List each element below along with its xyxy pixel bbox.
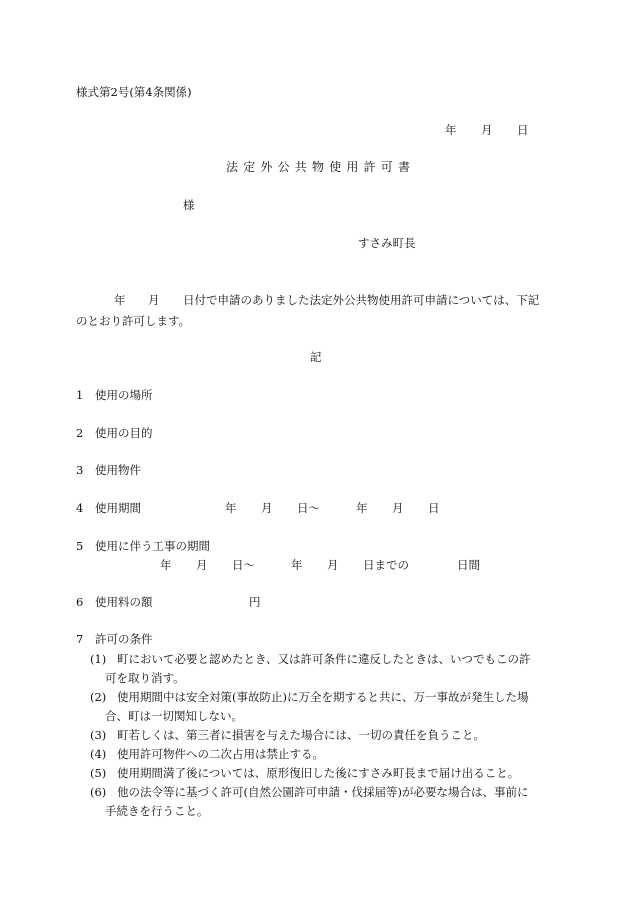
condition-line2: 手続きを行うこと。 <box>105 804 209 818</box>
intro-month: 月 <box>148 293 160 307</box>
item-number: 7 <box>76 632 84 646</box>
period-to-year: 年 <box>356 501 368 515</box>
construction-from-day: 日～ <box>232 558 255 572</box>
ki-heading: 記 <box>310 350 322 364</box>
construction-days: 日間 <box>457 558 480 572</box>
addressee-suffix: 様 <box>183 198 195 212</box>
condition-number: (4) <box>90 747 107 761</box>
item-label: 使用に伴う工事の期間 <box>95 539 210 553</box>
item-label: 使用料の額 <box>95 595 153 609</box>
condition-line2: 可を取り消す。 <box>105 671 185 685</box>
issuer: すさみ町長 <box>358 236 416 250</box>
date-year: 年 <box>445 123 457 137</box>
period-to-month: 月 <box>392 501 404 515</box>
period-from-month: 月 <box>261 501 273 515</box>
construction-to-month: 月 <box>327 558 339 572</box>
item-number: 6 <box>76 595 84 609</box>
intro-year: 年 <box>114 293 126 307</box>
intro-line1: 日付で申請のありました法定外公共物使用許可申請については、下記 <box>183 293 540 307</box>
item-number: 5 <box>76 539 84 553</box>
fee-unit: 円 <box>249 595 261 609</box>
condition-line1: 他の法令等に基づく許可(自然公園許可申請・伐採届等)が必要な場合は、事前に <box>117 785 529 799</box>
item-number: 4 <box>76 501 84 515</box>
item-label: 使用物件 <box>95 463 141 477</box>
period-from-year: 年 <box>225 501 237 515</box>
condition-line1: 使用期間中は安全対策(事故防止)に万全を期すると共に、万一事故が発生した場 <box>117 690 529 704</box>
item-label: 使用の場所 <box>95 388 153 402</box>
condition-line1: 使用期間満了後については、原形復旧した後にすさみ町長まで届け出ること。 <box>117 766 520 780</box>
item-number: 2 <box>76 426 84 440</box>
construction-from-month: 月 <box>196 558 208 572</box>
construction-to-day: 日までの <box>363 558 409 572</box>
intro-line2: のとおり許可します。 <box>76 314 191 328</box>
date-month: 月 <box>481 123 493 137</box>
construction-from-year: 年 <box>160 558 172 572</box>
item-number: 1 <box>76 388 84 402</box>
item-label: 許可の条件 <box>95 632 153 646</box>
form-number: 様式第2号(第4条関係) <box>76 85 192 99</box>
condition-number: (1) <box>90 652 107 666</box>
condition-number: (2) <box>90 690 107 704</box>
construction-to-year: 年 <box>291 558 303 572</box>
condition-number: (3) <box>90 728 107 742</box>
period-to-day: 日 <box>428 501 440 515</box>
condition-line2: 合、町は一切関知しない。 <box>105 709 243 723</box>
item-label: 使用の目的 <box>95 426 153 440</box>
item-label: 使用期間 <box>95 501 141 515</box>
condition-line1: 町若しくは、第三者に損害を与えた場合には、一切の責任を負うこと。 <box>117 728 485 742</box>
date-day: 日 <box>517 123 529 137</box>
document-title: 法定外公共物使用許可書 <box>226 160 416 174</box>
period-from-day: 日～ <box>297 501 320 515</box>
condition-line1: 使用許可物件への二次占用は禁止する。 <box>117 747 324 761</box>
condition-number: (6) <box>90 785 107 799</box>
condition-line1: 町において必要と認めたとき、又は許可条件に違反したときは、いつでもこの許 <box>117 652 531 666</box>
item-number: 3 <box>76 463 84 477</box>
condition-number: (5) <box>90 766 107 780</box>
